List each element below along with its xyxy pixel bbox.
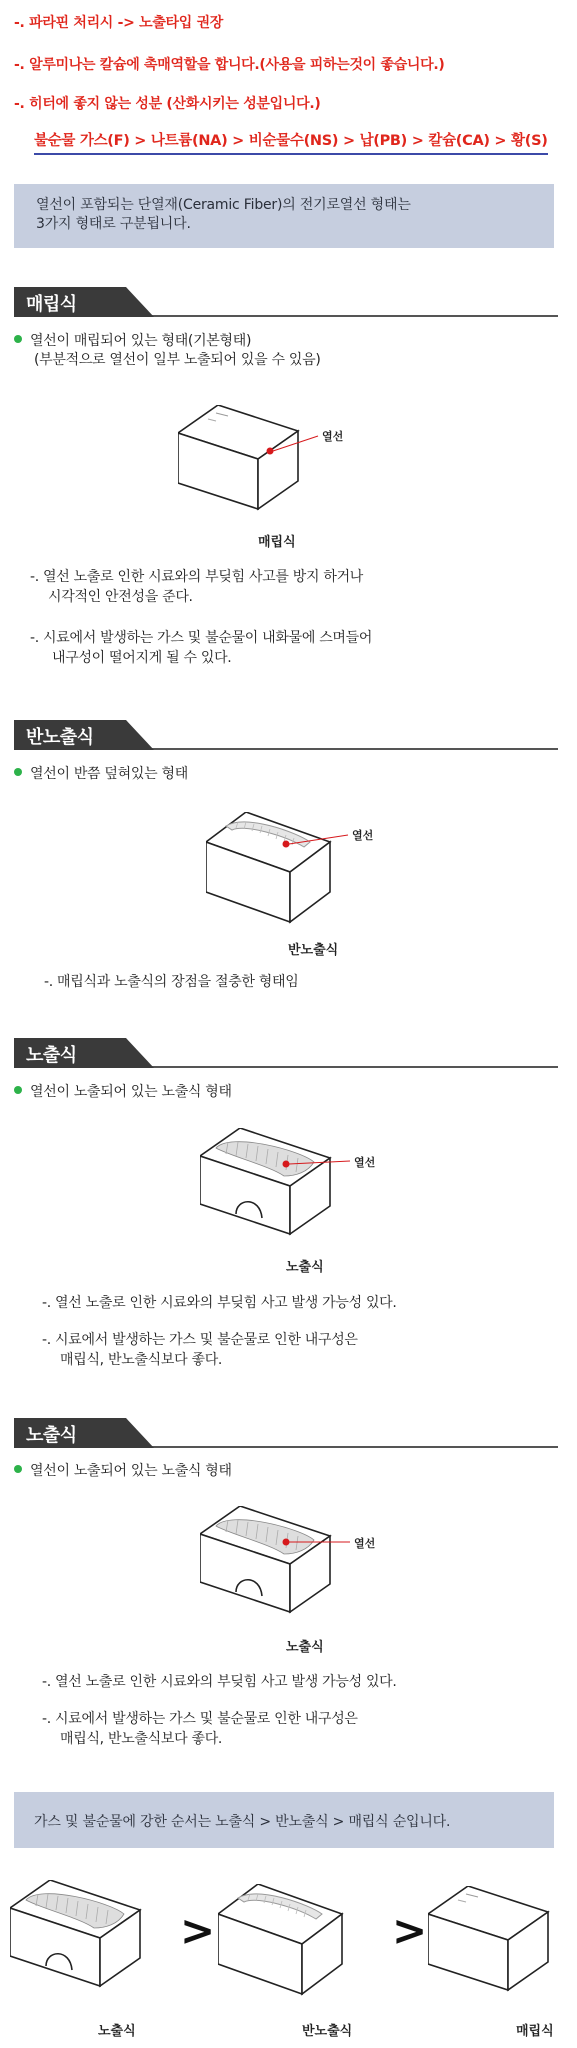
section-header-exposed: [14, 1038, 558, 1068]
intro-box: [14, 184, 554, 248]
intro-line-1: 열선이 포함되는 단열재(Ceramic Fiber)의 전기로열선 형태는: [36, 197, 411, 213]
heating-wire-marker: [283, 841, 290, 848]
compare-embedded-illustration: [428, 1886, 568, 2006]
embedded-brick-illustration: [178, 405, 378, 525]
embedded-note-1: -. 열선 노출로 인한 시료와의 부딪힘 사고를 방지 하거나 시각적인 안전성을 준다.: [30, 569, 364, 605]
embedded-caption: 매립식: [258, 535, 296, 550]
intro-line-2: 3가지 형태로 구분됩니다.: [36, 216, 191, 232]
section-title: 노출식: [26, 1045, 77, 1066]
heating-wire-label: 열선: [352, 829, 374, 842]
warning-line-1: -. 파라핀 처리시 -> 노출타입 권장: [14, 15, 224, 31]
compare-arrow-1: >: [180, 1906, 216, 1955]
bullet-text: 열선이 노출되어 있는 노출식 형태: [30, 1084, 232, 1100]
section-tab: [14, 720, 164, 750]
bullet-text: 열선이 반쯤 덮혀있는 형태: [30, 766, 188, 782]
bullet-dot-icon: [14, 768, 22, 776]
section-bullet-half-exposed: [14, 763, 188, 783]
summary-box: 가스 및 불순물에 강한 순서는 노출식 > 반노출식 > 매립식 순입니다.: [14, 1792, 554, 1848]
heating-wire-label: 열선: [354, 1156, 376, 1169]
half-exposed-caption: 반노출식: [288, 943, 339, 958]
compare-exposed-illustration: [10, 1880, 150, 2000]
exposed-2-note-2: -. 시료에서 발생하는 가스 및 불순물로 인한 내구성은 매립식, 반노출식보다 좋다.: [42, 1711, 358, 1747]
bullet-dot-icon: [14, 1465, 22, 1473]
section-tab: [14, 1038, 164, 1068]
half-exposed-note-1: -. 매립식과 노출식의 장점을 절충한 형태임: [44, 974, 299, 990]
compare-caption-exposed: 노출식: [98, 2024, 136, 2039]
section-title: 매립식: [26, 294, 77, 315]
warning-line-3: -. 히터에 좋지 않는 성분 (산화시키는 성분입니다.): [14, 96, 321, 112]
heating-wire-label: 열선: [354, 1537, 376, 1550]
heating-wire-marker: [283, 1161, 290, 1168]
compare-half-illustration: [218, 1884, 358, 2004]
section-bullet-exposed: [14, 1081, 232, 1101]
section-tab: [14, 287, 164, 317]
exposed-2-note-1: -. 열선 노출로 인한 시료와의 부딪힘 사고 발생 가능성 있다.: [42, 1674, 397, 1690]
half-exposed-brick-illustration: [206, 812, 406, 932]
bullet-dot-icon: [14, 335, 22, 343]
bullet-subtext: (부분적으로 열선이 일부 노출되어 있을 수 있음): [34, 352, 321, 368]
embedded-note-2: -. 시료에서 발생하는 가스 및 불순물이 내화물에 스며들어 내구성이 떨어지게 될 수 있다.: [30, 630, 373, 666]
bullet-dot-icon: [14, 1086, 22, 1094]
section-title: 노출식: [26, 1425, 77, 1446]
exposed-brick-illustration: [200, 1128, 400, 1248]
section-bullet-embedded: [14, 332, 320, 370]
compare-arrow-2: >: [392, 1906, 428, 1955]
section-header-half-exposed: [14, 720, 558, 750]
heating-wire-label: 열선: [322, 430, 344, 443]
bullet-text: 열선이 매립되어 있는 형태(기본형태): [30, 333, 252, 349]
exposed-note-1: -. 열선 노출로 인한 시료와의 부딪힘 사고 발생 가능성 있다.: [42, 1295, 397, 1311]
section-header-exposed-2: [14, 1418, 558, 1448]
exposed-caption: 노출식: [286, 1260, 324, 1275]
section-header-embedded: [14, 287, 558, 317]
heating-wire-marker: [283, 1539, 290, 1546]
section-title: 반노출식: [26, 727, 94, 748]
section-bullet-exposed-2: [14, 1460, 232, 1480]
bullet-text: 열선이 노출되어 있는 노출식 형태: [30, 1463, 232, 1479]
compare-caption-half: 반노출식: [302, 2024, 353, 2039]
warning-line-2: -. 알루미나는 칼슘에 촉매역할을 합니다.(사용을 피하는것이 좋습니다.): [14, 57, 445, 73]
section-tab: [14, 1418, 164, 1448]
heating-wire-marker: [267, 448, 274, 455]
compare-caption-embedded: 매립식: [516, 2024, 554, 2039]
exposed-caption-2: 노출식: [286, 1640, 324, 1655]
exposed-brick-illustration-2: [200, 1506, 400, 1626]
harmful-order: 불순물 가스(F) > 나트륨(NA) > 비순물수(NS) > 납(PB) > 칼슘(CA) > 황(S): [34, 129, 548, 155]
exposed-note-2: -. 시료에서 발생하는 가스 및 불순물로 인한 내구성은 매립식, 반노출식보다 좋다.: [42, 1332, 358, 1368]
